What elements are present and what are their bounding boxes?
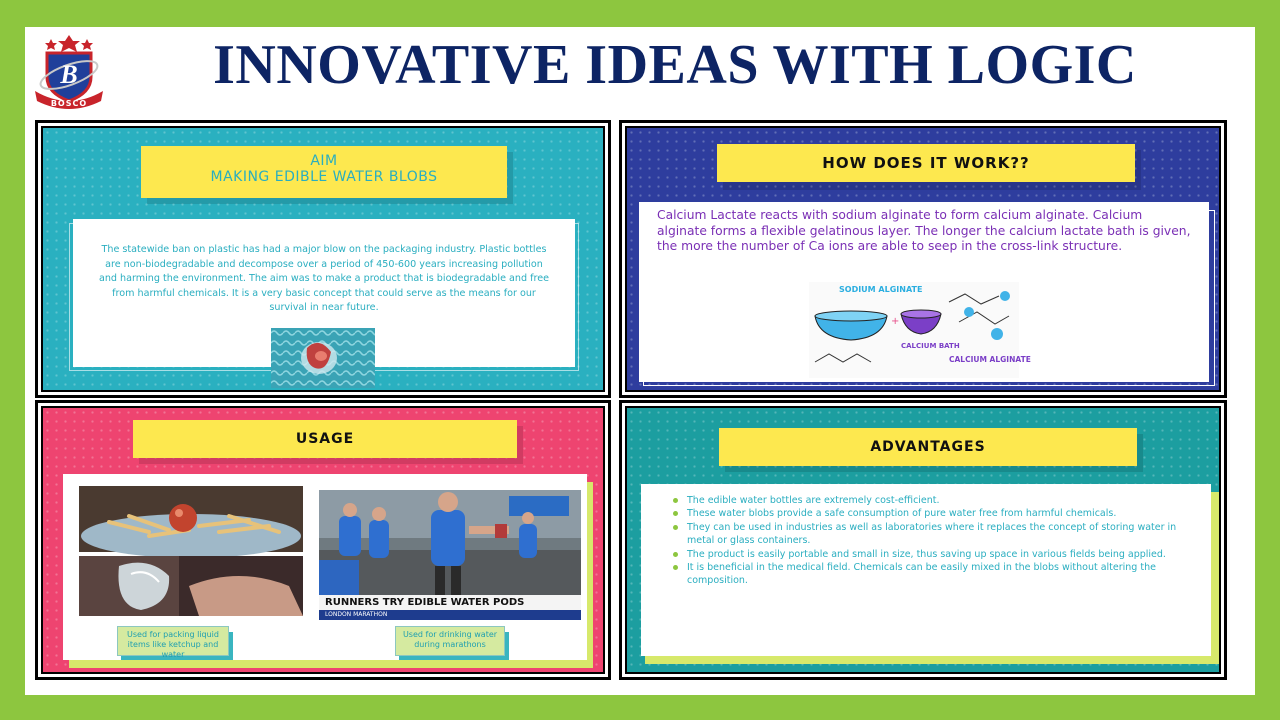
usage-card — [63, 474, 587, 660]
advantages-list — [671, 494, 1195, 588]
reaction-diagram — [809, 282, 1031, 378]
usage-panel — [35, 400, 611, 680]
page-title: INNOVATIVE IDEAS WITH LOGIC — [213, 34, 1137, 96]
advantage-item: They can be used in industries as well as laboratories where it replaces the concept of storing water in metal or glass containers. — [671, 521, 1195, 548]
svg-text:+: + — [891, 316, 900, 327]
how-card — [639, 202, 1209, 382]
advantages-panel — [619, 400, 1227, 680]
aim-body: The statewide ban on plastic has had a major blow on the packaging industry. Plastic bottles are non-biodegradable and decompose over a period of 450-600 years increasing pollution and harming the environment. The aim was to make a product that is biodegradable and free from harmful chemicals. It is a very basic concept that could serve as the means for our survival in near future. — [98, 244, 550, 313]
marathon-headline: RUNNERS TRY EDIBLE WATER PODS — [319, 595, 581, 610]
slide — [25, 27, 1255, 695]
how-title: HOW DOES IT WORK?? — [822, 154, 1030, 172]
marathon-subline: LONDON MARATHON — [319, 610, 581, 620]
advantages-card — [641, 484, 1211, 656]
marathon-headline-bar — [319, 598, 581, 620]
how-banner — [717, 144, 1135, 182]
usage-title: USAGE — [295, 431, 355, 447]
svg-text:CALCIUM ALGINATE: CALCIUM ALGINATE — [949, 355, 1031, 364]
svg-text:SODIUM ALGINATE: SODIUM ALGINATE — [839, 285, 923, 294]
water-blob-hand-photo — [79, 556, 303, 616]
advantage-item: The edible water bottles are extremely cost-efficient. — [671, 494, 1195, 507]
bosco-logo — [29, 27, 109, 111]
aim-subheading: MAKING EDIBLE WATER BLOBS — [210, 169, 438, 185]
aim-panel — [35, 120, 611, 398]
aim-heading: AIM — [310, 153, 338, 169]
svg-text:B: B — [60, 60, 78, 89]
how-panel — [619, 120, 1227, 398]
advantages-title: ADVANTAGES — [870, 439, 986, 455]
advantage-item: These water blobs provide a safe consumption of pure water free from harmful chemicals. — [671, 507, 1195, 520]
how-body: Calcium Lactate reacts with sodium alginate to form calcium alginate. Calcium alginate forms a flexible gelatinous layer. The longer the calcium lactate bath is given, the more the number of Ca ions are able to seep in the cross-link structure. — [657, 208, 1191, 254]
advantages-banner — [719, 428, 1137, 466]
svg-text:CALCIUM BATH: CALCIUM BATH — [901, 342, 960, 350]
aim-banner — [141, 146, 507, 198]
caption-marathon: Used for drinking water during marathons — [395, 626, 505, 656]
caption-ketchup: Used for packing liquid items like ketchup and water — [117, 626, 229, 656]
svg-text:BOSCO: BOSCO — [50, 99, 88, 108]
water-blob-photo — [271, 328, 375, 388]
usage-banner — [133, 420, 517, 458]
advantage-item: It is beneficial in the medical field. Chemicals can be easily mixed in the blobs without altering the composition. — [671, 561, 1195, 588]
advantage-item: The product is easily portable and small in size, thus saving up space in various fields being applied. — [671, 548, 1195, 561]
ketchup-blob-photo — [79, 486, 303, 552]
